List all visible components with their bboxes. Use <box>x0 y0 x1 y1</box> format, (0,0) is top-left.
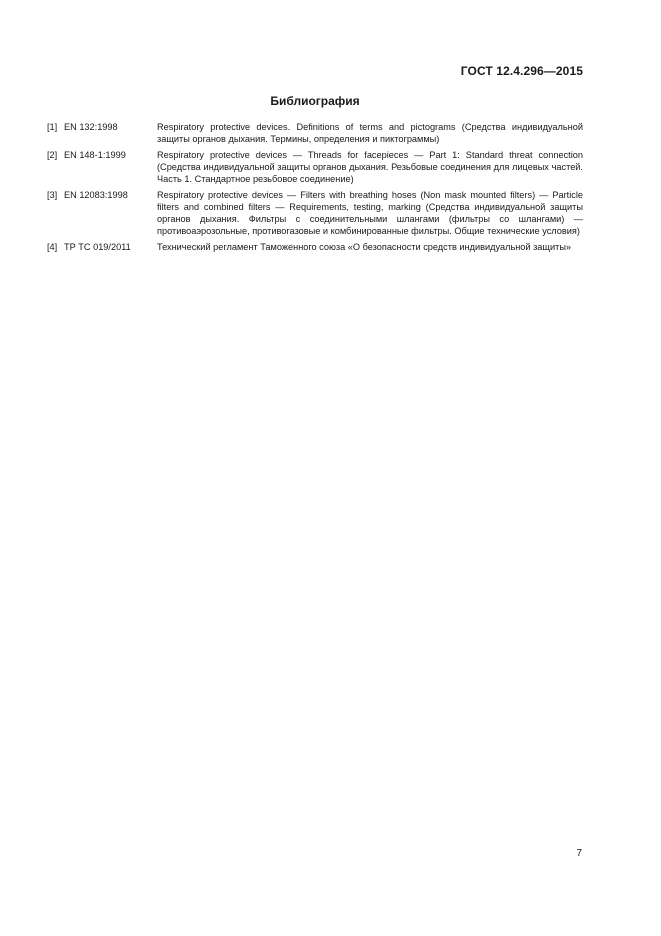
bibliography-item <box>47 241 583 253</box>
bibliography-code: EN 132:1998 <box>64 122 118 132</box>
bibliography-item <box>47 149 583 185</box>
bibliography-number: [1] <box>47 122 58 132</box>
bibliography-text: Respiratory protective devices — Threads for facepieces — Part 1: Standard threat connection (Средства индивидуальной защиты органов дыхания. Резьбовые соединения для лицевых частей. Часть 1. Стандартное резьбовое соединение) <box>157 150 583 184</box>
bibliography-text: Respiratory protective devices. Definitions of terms and pictograms (Средства индивидуальной защиты органов дыхания. Термины, определения и пиктограммы) <box>157 122 583 144</box>
bibliography-code: EN 12083:1998 <box>64 190 128 200</box>
bibliography-item <box>47 121 583 145</box>
bibliography-number: [3] <box>47 190 58 200</box>
bibliography-number: [2] <box>47 150 58 160</box>
bibliography-list <box>47 121 583 257</box>
bibliography-text: Respiratory protective devices — Filters with breathing hoses (Non mask mounted filters) — Particle filters and combined filters — Requirements, testing, marking (Средства индивидуальной защиты органов дыхания. Фильтры с соединительными шлангами (фильтры со шлангами) — противоаэрозольные, противогазовые и комбинированные фильтры. Общие технические условия) <box>157 190 583 236</box>
bibliography-code: EN 148-1:1999 <box>64 150 126 160</box>
bibliography-text: Технический регламент Таможенного союза «О безопасности средств индивидуальной защиты» <box>157 242 572 252</box>
section-title: Библиография <box>270 94 360 108</box>
bibliography-item <box>47 189 583 237</box>
bibliography-number: [4] <box>47 242 58 252</box>
standard-code: ГОСТ 12.4.296—2015 <box>460 64 583 78</box>
page-number: 7 <box>576 848 582 859</box>
bibliography-code: ТР ТС 019/2011 <box>64 242 131 252</box>
